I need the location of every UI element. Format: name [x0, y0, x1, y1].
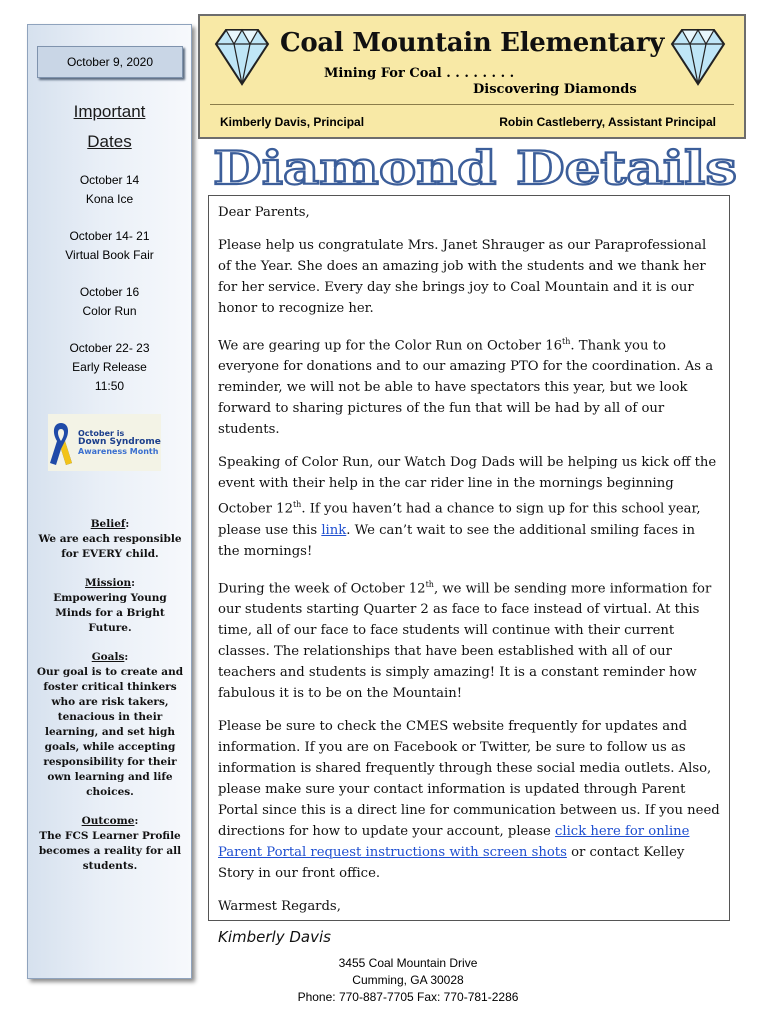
- school-values: [36, 517, 184, 888]
- paragraph: Please be sure to check the CMES website frequently for updates and information. If you are on Facebook or Twitter, be sure to follow us as information is shared frequently through these social media outlets. Also, please make sure your contact information is updated through Parent Portal since this is a direct line for communication between us. If you need directions for how to update your account, please click here for online Parent Portal request instructions with screen shots or contact Kelley Story in our front office.: [218, 719, 720, 882]
- paragraph: During the week of October 12th, we will be sending more information for our students starting Quarter 2 as face to face instead of virtual. At this time, all of our face to face students will continue with their current classes. The relationships that have been established with all of our teachers and students is simply amazing! It is a constant reminder how fabulous it is to be on the Mountain!: [218, 579, 712, 702]
- signup-link[interactable]: link: [321, 522, 347, 538]
- paragraph: Speaking of Color Run, our Watch Dog Dads will be helping us kick off the event with their help in the car rider line in the mornings beginning October 12th. If you haven’t had a chance to sign up for this school year, please use this link. We can’t wait to see the additional smiling faces in the mornings!: [218, 455, 717, 559]
- date-item: October 14- 21 Virtual Book Fair: [65, 229, 154, 262]
- banner-title: Diamond Details: [213, 142, 737, 194]
- date-item: October 16 Color Run: [79, 285, 140, 318]
- important-dates-list: [28, 171, 191, 414]
- date-item: October 14 Kona Ice: [79, 173, 140, 206]
- greeting: Dear Parents,: [218, 205, 310, 220]
- paragraph: We are gearing up for the Color Run on October 16th. Thank you to everyone for donations and to our amazing PTO for the coordination. As a reminder, we will not be able to have spectators this year, but we look forward to sharing pictures of the fun that will be had by all of our students.: [218, 337, 714, 438]
- header-divider: [210, 104, 734, 105]
- motto-line-1: Mining For Coal . . . . . . . .: [324, 66, 515, 81]
- letter-body: [208, 195, 730, 947]
- important-dates-title: Important Dates: [73, 102, 146, 151]
- sidebar: [27, 24, 192, 979]
- signature: Kimberly Davis: [218, 928, 331, 947]
- belief-block: Belief: We are each responsible for EVERY child.: [38, 518, 182, 560]
- outcome-block: Outcome: The FCS Learner Profile becomes a reality for all students.: [38, 815, 182, 872]
- motto-line-2: Discovering Diamonds: [473, 82, 637, 97]
- closing: Warmest Regards,: [218, 899, 341, 915]
- school-name: Coal Mountain Elementary: [279, 28, 665, 58]
- goals-block: Goals: Our goal is to create and foster critical thinkers who are risk takers, tenacious in their learning, and set high goals, while accepting responsibility for their own learning and life choices.: [36, 651, 184, 798]
- mission-block: Mission: Empowering Young Minds for a Bright Future.: [53, 577, 167, 634]
- down-syndrome-awareness-graphic: October is Down Syndrome Awareness Month: [48, 414, 161, 471]
- diamond-details-banner: [210, 142, 740, 194]
- assistant-principal-name: Robin Castleberry, Assistant Principal: [499, 115, 716, 129]
- parent-portal-instructions-link[interactable]: click here for online Parent Portal request instructions with screen shots: [218, 824, 690, 861]
- paragraph: Please help us congratulate Mrs. Janet Shrauger as our Paraprofessional of the Year. She does an amazing job with the students and we thank her for her service. Every day she brings joy to Coal Mountain and it is our honor to recognize her.: [218, 238, 707, 316]
- school-address: 3455 Coal Mountain Drive Cumming, GA 30028 Phone: 770-887-7705 Fax: 770-781-2286: [297, 956, 519, 1004]
- awareness-ribbon-icon: [48, 419, 74, 467]
- date-item: October 22- 23 Early Release 11:50: [69, 341, 150, 393]
- principal-name: Kimberly Davis, Principal: [220, 115, 365, 129]
- issue-date: October 9, 2020: [37, 46, 183, 78]
- newsletter-header: [198, 14, 746, 139]
